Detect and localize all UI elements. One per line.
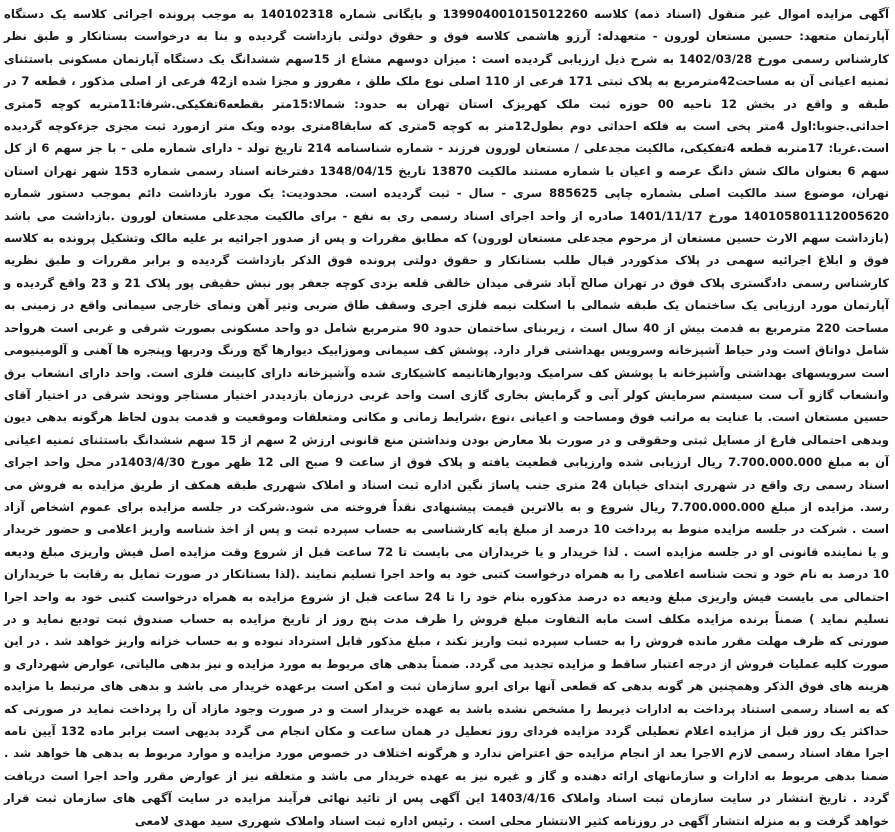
auction-notice-text: آگهی مزایده اموال غیر منقول (اسناد ذمه) کلاسه 139904001015012260 و بایگانی شماره 140102318 به موجب پرونده اجرائی کلاسه یک دستگاه آپارتمان متعهد: حسین مستعان لورون - متعهدله: آرزو هاشمی کلاسه فوق و حقوق دولتی بازداشت گردیده و بنا به درخواست بستانکار و طبق نظر کارشناس رسمی مورخ 1402/03/28 به شرح ذیل ارزیابی گردیده است : میزان دوسهم مشاع از 15سهم ششدانگ یک دستگاه آپارتمان مسکونی باستثنای ثمنیه اعیانی آن به مساحت42مترمربع به پلاک ثبتی 171 فرعی از 110 اصلی نوع ملک طلق ، مفروز و مجزا شده از42 فرعی از اصلی مذکور ، قطعه 7 در طبقه و واقع در بخش 12 ناحیه 00 حوزه ثبت ملک کهریزک استان تهران به حدود: شمالا:15متر بقطعه6تفکیکی.شرقا:11متربه کوچه 5متری احداثی.جنوبا:اول 4متر پخی است به فلکه احداثی دوم بطول12متر به کوچه 5متری که سابقا8متری بوده ویک متر ازمورد ثبت مجزی جزءکوچه گردیده است.غربا: 17متربه قطعه 4تفکیکی، مالکیت مجدعلی / مستعان لورون فرزند - شماره شناسنامه 214 تاریخ تولد - دارای شماره ملی - با جز سهم 6 از کل سهم 6 بعنوان مالک شش دانگ عرصه و اعیان با شماره مستند مالکیت 13870 تاریخ 1348/04/15 دفترخانه اسناد رسمی شماره 153 شهر تهران استان تهران، موضوع سند مالکیت اصلی بشماره چاپی 885625 سری - سال - ثبت گردیده است. محدودیت: یک مورد بازداشت دائم بموجب دستور شماره 140105801112005620 مورخ 1401/11/17 صادره از واحد اجرای اسناد رسمی ری به نفع - برای مالکیت مجدعلی مستعان لورون .بازداشت می باشد (بازداشت سهم الارث حسین مستعان از مرحوم مجدعلی مستعان لورون) که مطابق مقررات و پس از صدور اجرائیه بر علیه مالک وتشکیل پرونده به کلاسه فوق و ابلاغ اجرائیه سهمی در پلاک مذکوردر قبال طلب بستانکار و حقوق دولتی پرونده فوق الذکر بازداشت گردیده و برابر مقررات و طبق نظریه کارشناس رسمی دادگستری پلاک فوق در تهران صالح آباد شرقی میدان خالقی قلعه بزدی کوچه جعفر پور نبش حقیقی پور پلاک 21 و 23 واقع گردیده و آپارتمان مورد ارزیابی یک ساختمان یک طبقه شمالی با اسکلت نیمه فلزی اجری وسقف طاق ضربی وتیر آهن ونمای خارجی سیمانی واقع در زمینی به مساحت 220 مترمربع به قدمت بیش از 40 سال است ، زیربنای ساختمان حدود 90 مترمربع شامل دو واحد مسکونی بصورت شرقی و غربی است هرواحد شامل دواتاق است ودر حیاط آشپزخانه وسرویس بهداشتی قرار دارد. پوشش کف سیمانی وموزاییک دیوارها گچ ورنگ ودربها وپنجره ها آهنی و آلومینیومی است سرویسهای بهداشتی وآشپزخانه با پوشش کف سرامیک ودیوارهاتانیمه کاشیکاری شده وآشپزخانه دارای کابینت فلزی است. واحد دارای انشعاب برق وانشعاب گازو آب ست سیستم سرمایش کولر آبی و گرمایش بخاری گازی است واحد غربی درزمان بازدیددر اختیار مستاجر ووتحد شرقی در اختیار آقای حسین مستعان است. با عنایت به مراتب فوق ومساحت و اعیانی ،نوع ،شرایط زمانی و مکانی ومتعلقات وموقعیت و قدمت بدون لحاظ هرگونه بدهی دیون وبدهی احتمالی فارغ از مسایل ثبتی وحقوقی و در صورت بلا معارض بودن ونداشتن منع قانونی ارزش 2 سهم از 15 سهم ششدانگ باستثنای ثمنیه اعیانی آن به مبلغ 7.700.000.000 ریال ارزیابی شده وارزیابی قطعیت یافته و پلاک فوق از ساعت 9 صبح الی 12 ظهر مورخ 1403/4/30در محل واحد اجرای اسناد رسمی ری واقع در شهرری ابتدای خیابان 24 متری جنب پاساژ نگین اداره ثبت اسناد و املاک شهرری طبقه همکف از طریق مزایده به فروش می رسد. مزایده از مبلغ 7.700.000.000 ریال شروع و به بالاترین قیمت پیشنهادی نقداً فروخته می شود.شرکت در جلسه مزایده برای عموم اشخاص آزاد است . شرکت در جلسه مزایده منوط به پرداخت 10 درصد از مبلغ پایه کارشناسی به حساب سپرده ثبت و پس از اخذ شناسه واریز اعلامی و حضور خریدار و یا نماینده قانونی او در جلسه مزایده است . لذا خریدار و یا خریداران می بایست تا 72 ساعت قبل از شروع وقت مزایده اصل فیش واریزی مبلغ ودیعه 10 درصد به نام خود و تحت شناسه اعلامی را به همراه درخواست کتبی خود به واحد اجرا تسلیم نمایند .(لذا بستانکار در صورت تمایل به رقابت با خریداران احتمالی می بایست فیش واریزی مبلغ ودیعه ده درصد مذکوره بنام خود را تا 24 ساعت قبل از شروع مزایده به همراه درخواست کتبی خود به واحد اجرا تسلیم نماید ) ضمناً برنده مزایده مکلف است مابه التفاوت مبلغ فروش را ظرف مدت پنج روز از تاریخ مزایده به حساب صندوق ثبت تودیع نماید و در صورتی که ظرف مهلت مقرر مانده فروش را به حساب سپرده ثبت واریز نکند ، مبلغ مذکور قابل استرداد نبوده و به حساب خزانه واریز خواهد شد . در این صورت کلیه عملیات فروش از درجه اعتبار ساقط و مزایده تجدید می گردد. ضمناً بدهی های مربوط به مورد مزایده و نیز بدهی مالیاتی، عوارض شهرداری و هزینه های فوق الذکر وهمچنین هر گونه بدهی که قطعی آنها برای ابرو سازمان ثبت و امکن است برعهده خریدار می باشد و بدهی های مرتبط با مزایده که به اسناد رسمی استناد پرداخت به ادارات ذیربط را مشخص نشده باشد به عهده خریدار است و در صورت وجود مازاد آن را پرداخت نماید در صورتی که حداکثر یک روز قبل از مزایده اعلام تعطیلی گردد مزایده فردای روز تعطیل در همان ساعت و مکان انجام می گردد بدیهی است برابر ماده 132 آیین نامه اجرا مفاد اسناد رسمی لازم الاجرا بعد از انجام مزایده حق اعتراض ندارد و هرگونه اختلاف در خصوص مورد مزایده و موارد مربوط به بدهی ها خواهد شد . ضمنا بدهی مربوط به ادارات و سازمانهای ارائه دهنده و گاز و غیره نیز به عهده خریدار می باشد و متعلقه نیز از عوارض مقرر واحد اجرا است دریافت گردد . تاریخ انتشار در سایت سازمان ثبت اسناد واملاک 1403/4/16 این آگهی پس از تائید نهائی فرآیند مزایده در سایت آگهی های سازمان ثبت قرار خواهد گرفت و به منزله انتشار آگهی در روزنامه کثیر الانتشار محلی است . رئیس اداره ثبت اسناد واملاک شهرری سید مهدی لامعی [4,7,890,828]
